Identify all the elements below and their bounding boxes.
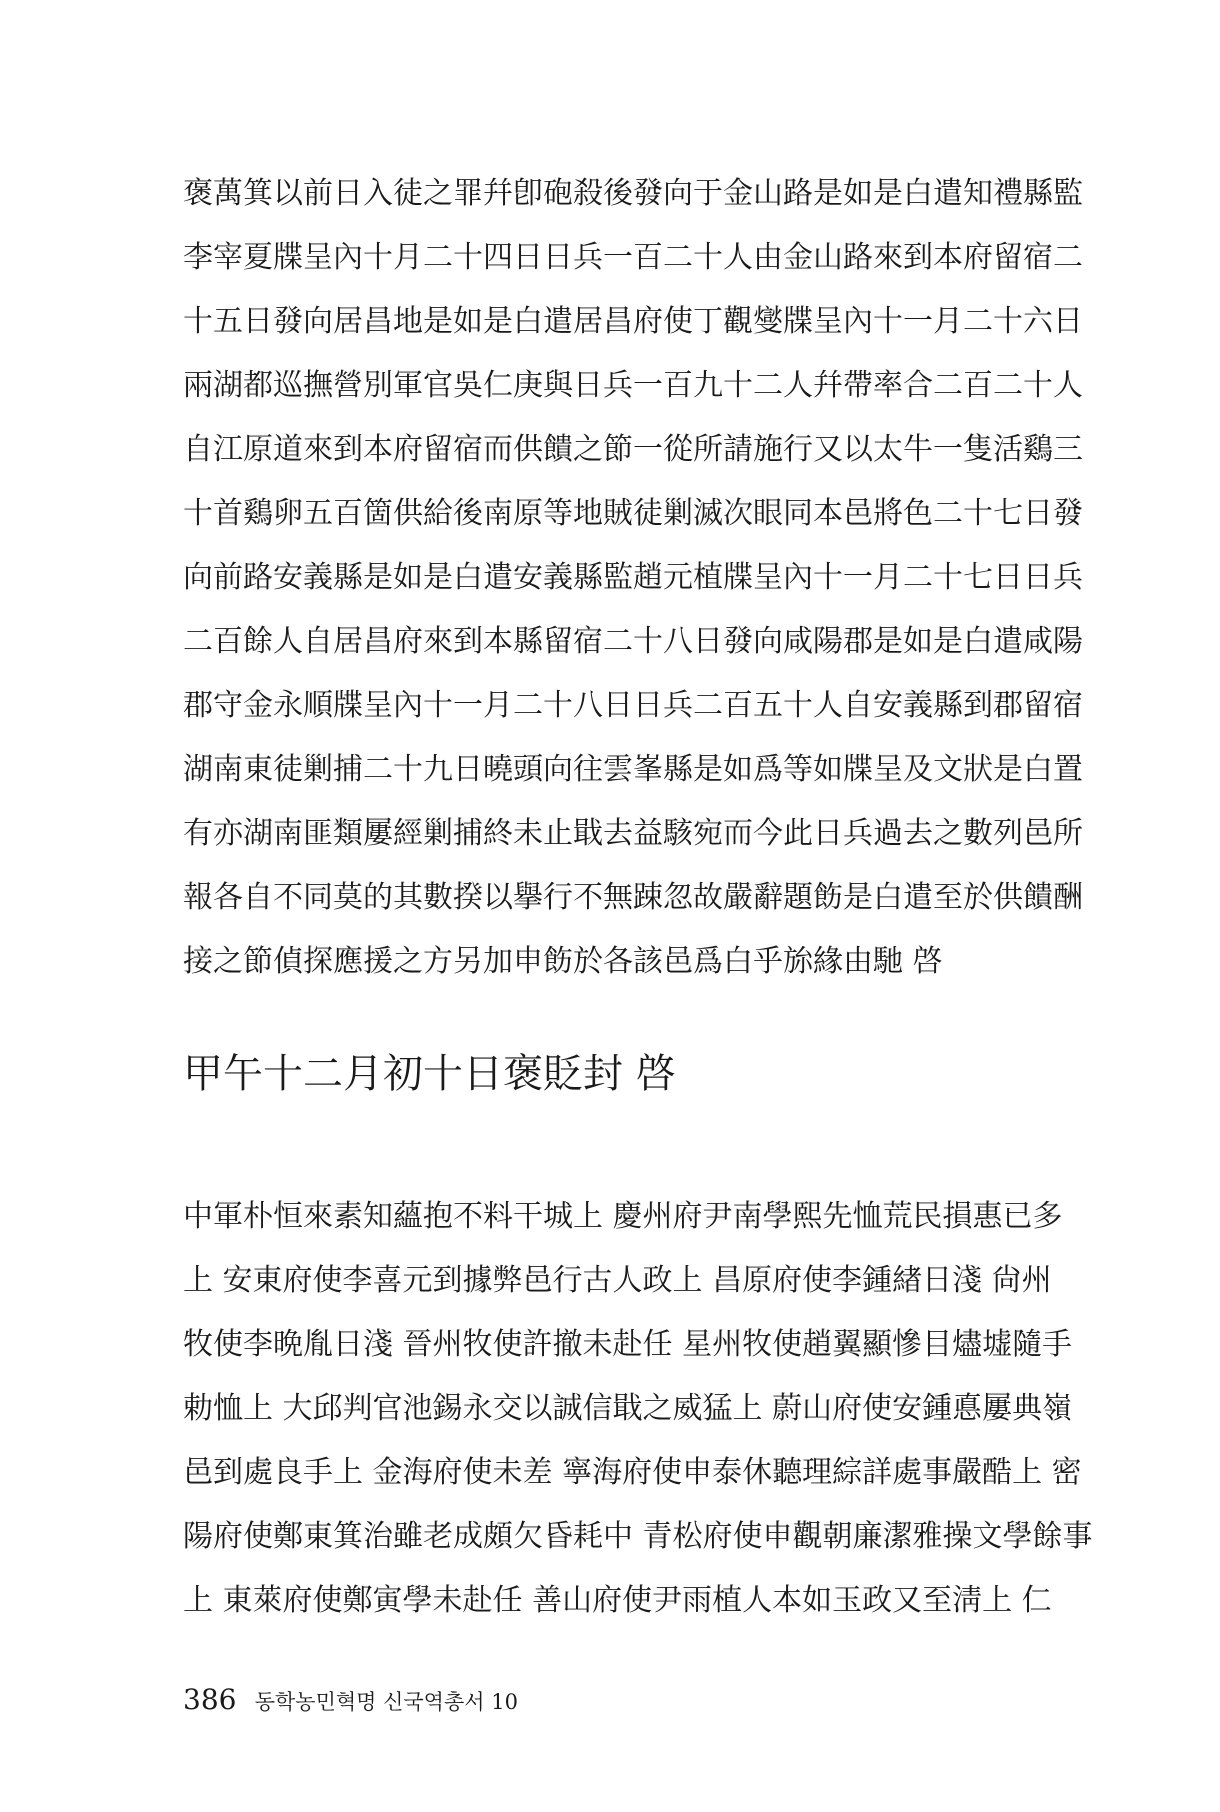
text-line: 邑到處良手上 金海府使未差 寧海府使申泰休聽理綜詳處事嚴酷上 密 (183, 1455, 1082, 1490)
text-line: 自江原道來到本府留宿而供饋之節一從所請施行又以太牛一隻活鷄三 (183, 432, 1083, 467)
text-line: 陽府使鄭東箕治雖老成頗欠昏耗中 青松府使申觀朝廉潔雅操文學餘事 (183, 1519, 1093, 1554)
text-line: 上 東萊府使鄭寅學未赴任 善山府使尹雨植人本如玉政又至淸上 仁 (183, 1583, 1052, 1618)
text-line: 勅恤上 大邱判官池錫永交以誠信戢之威猛上 蔚山府使安鍾悳屢典嶺 (183, 1391, 1073, 1426)
text-line: 二百餘人自居昌府來到本縣留宿二十八日發向咸陽郡是如是白遣咸陽 (183, 624, 1083, 659)
text-line: 十五日發向居昌地是如是白遣居昌府使丁觀燮牒呈內十一月二十六日 (183, 304, 1083, 339)
text-line: 李宰夏牒呈內十月二十四日日兵一百二十人由金山路來到本府留宿二 (183, 240, 1083, 275)
section-heading: 甲午十二月初十日褒貶封 啓 (183, 1051, 676, 1097)
page-number: 386 (183, 1683, 237, 1716)
body-paragraph-1 (183, 162, 1083, 994)
text-line: 接之節偵探應援之方另加申飭於各該邑爲白乎旀緣由馳 啓 (183, 944, 943, 979)
page-footer (183, 1682, 518, 1720)
text-line: 有亦湖南匪類屢經剿捕終未止戢去益駭宛而今此日兵過去之數列邑所 (183, 816, 1083, 851)
text-line: 牧使李晩胤日淺 晉州牧使許撤未赴任 星州牧使趙翼顯慘目燼墟隨手 (183, 1327, 1073, 1362)
text-line: 向前路安義縣是如是白遣安義縣監趙元植牒呈內十一月二十七日日兵 (183, 560, 1083, 595)
text-line: 褒萬箕以前日入徒之罪幷卽砲殺後發向于金山路是如是白遣知禮縣監 (183, 176, 1083, 211)
body-paragraph-2 (183, 1185, 1093, 1633)
text-line: 中軍朴恒來素知蘊抱不料干城上 慶州府尹南學熙先恤荒民損惠已多 (183, 1199, 1063, 1234)
book-title: 동학농민혁명 신국역총서 10 (254, 1690, 518, 1714)
text-line: 上 安東府使李喜元到據弊邑行古人政上 昌原府使李鍾緖日淺 尙州 (183, 1263, 1052, 1298)
text-line: 郡守金永順牒呈內十一月二十八日日兵二百五十人自安義縣到郡留宿 (183, 688, 1083, 723)
text-line: 十首鷄卵五百箇供給後南原等地賊徒剿滅次眼同本邑將色二十七日發 (183, 496, 1083, 531)
text-line: 湖南東徒剿捕二十九日曉頭向往雲峯縣是如爲等如牒呈及文狀是白置 (183, 752, 1083, 787)
text-line: 兩湖都巡撫營別軍官吳仁庚與日兵一百九十二人幷帶率合二百二十人 (183, 368, 1083, 403)
text-line: 報各自不同莫的其數揆以擧行不無踈忽故嚴辭題飭是白遣至於供饋酬 (183, 880, 1083, 915)
